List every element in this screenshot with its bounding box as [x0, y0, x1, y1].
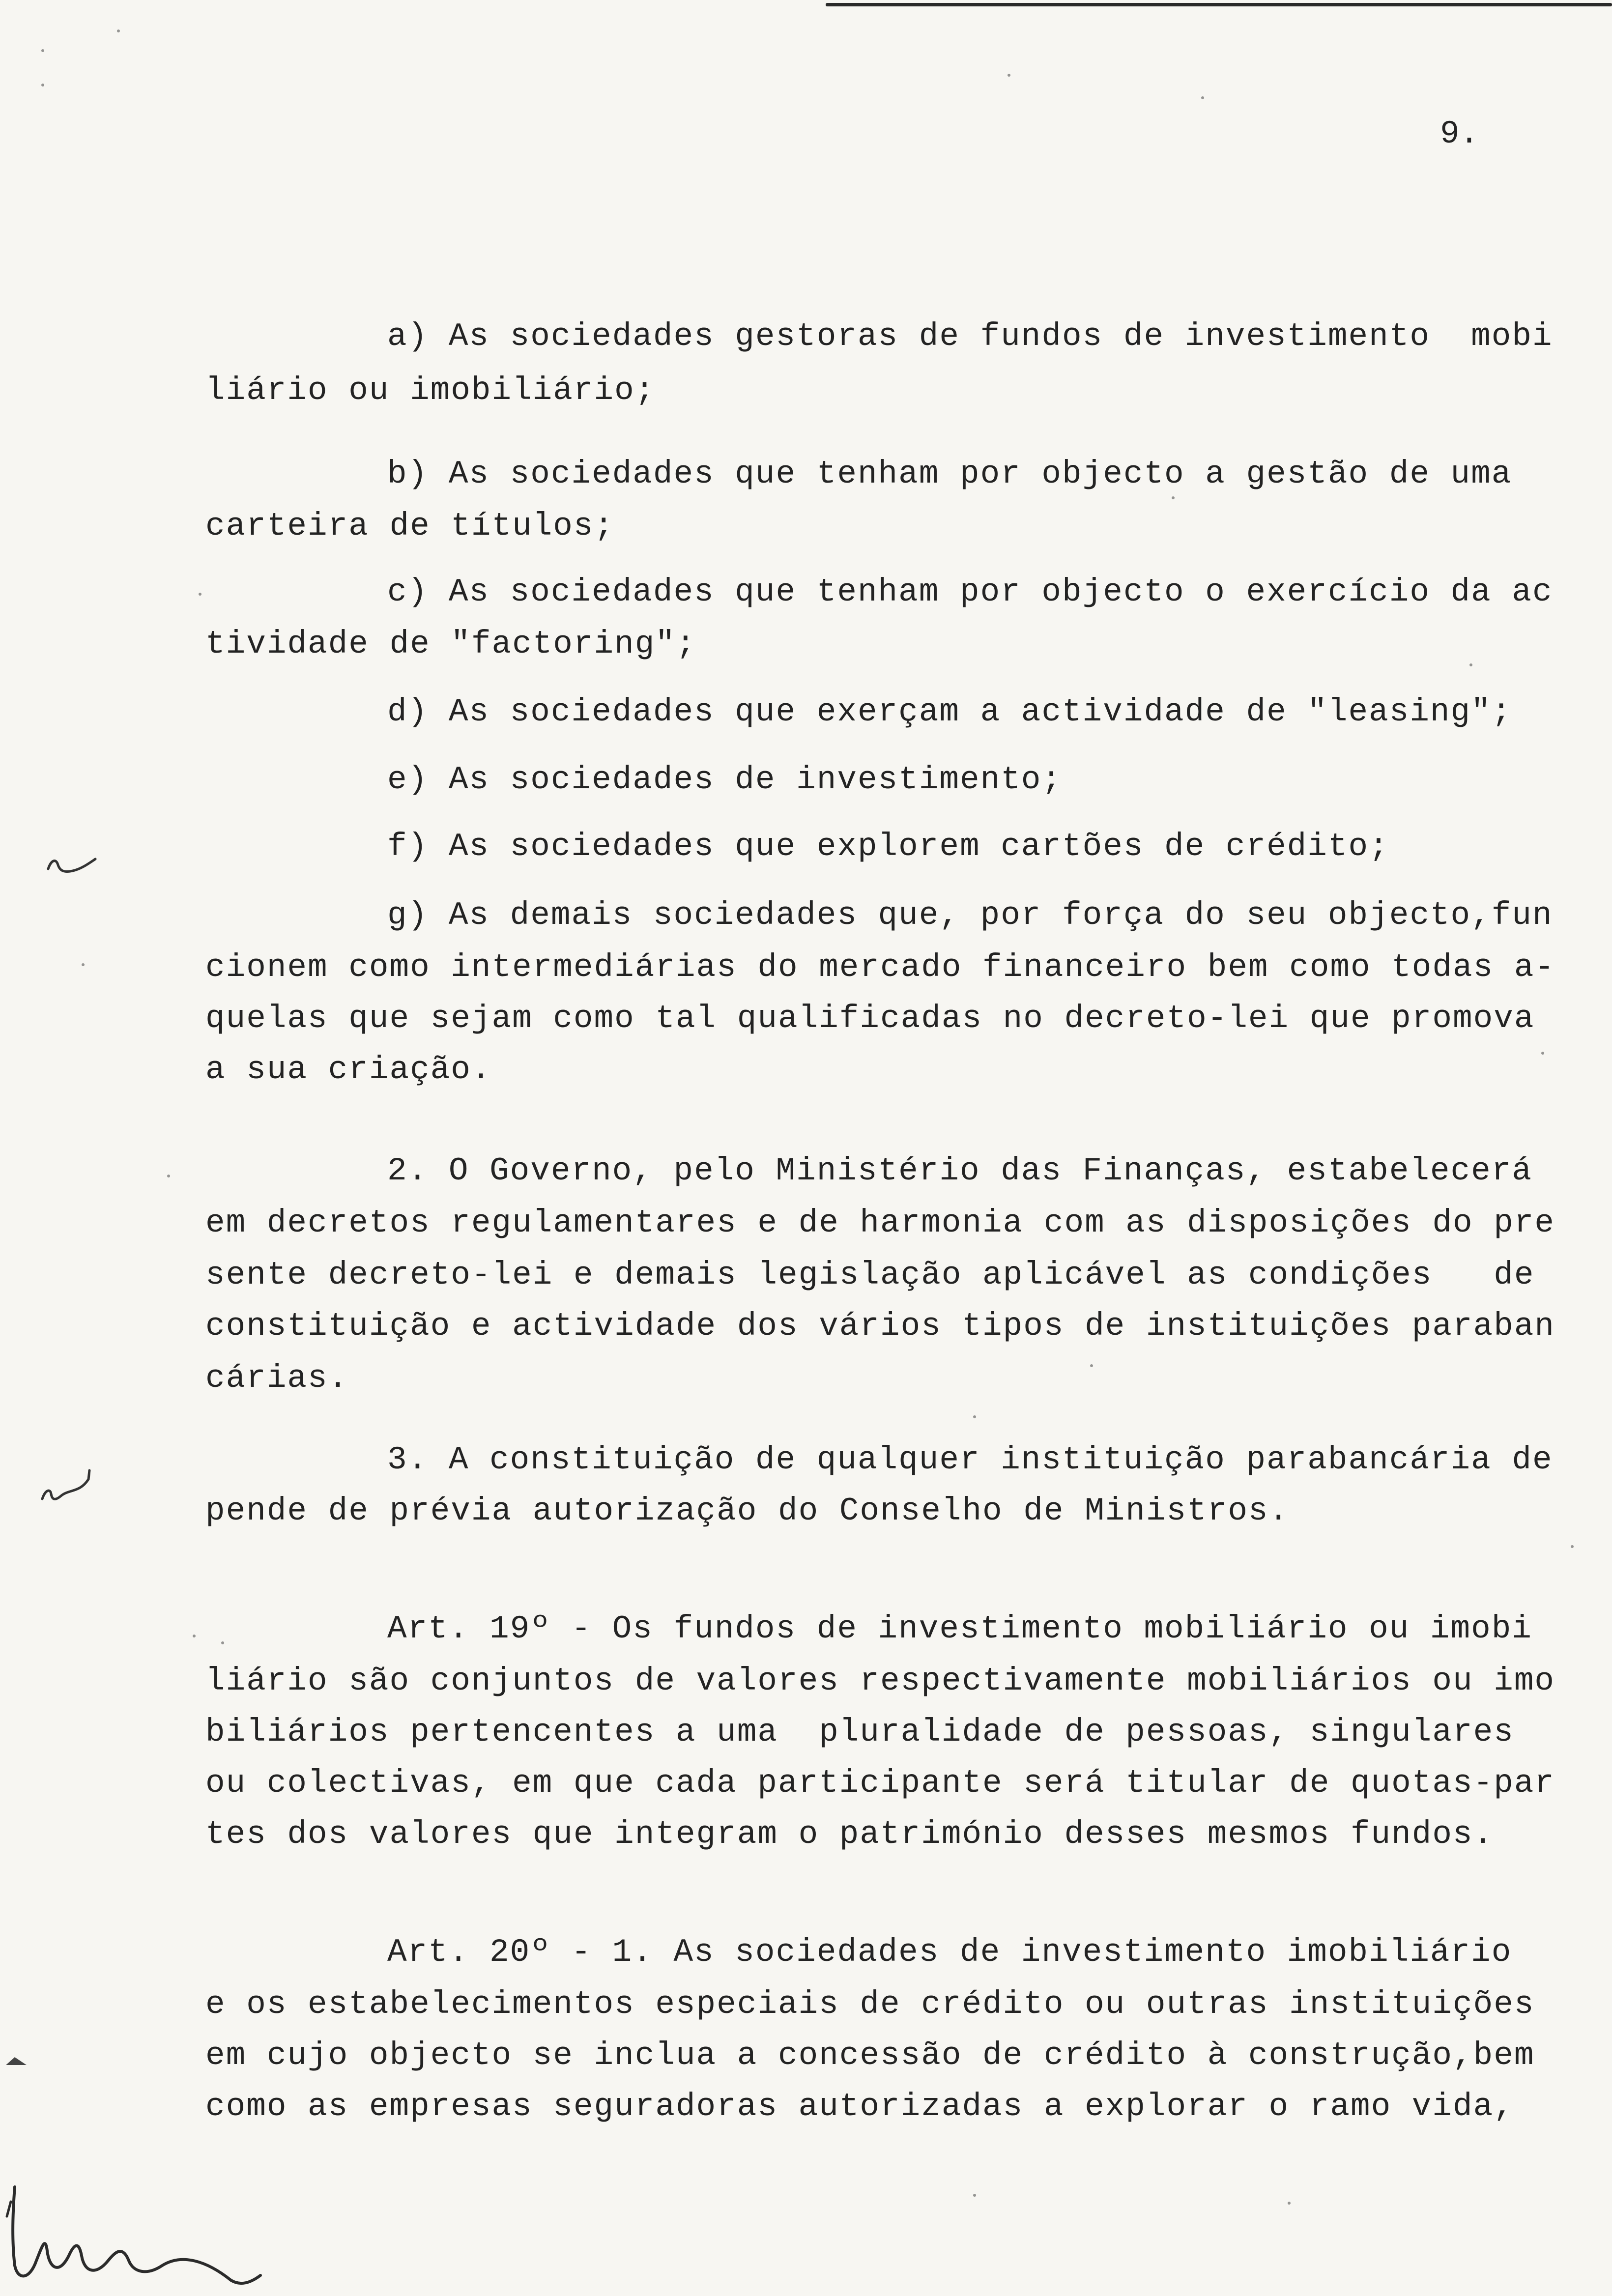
art20-line-1: Art. 20º - 1. As sociedades de investimento imobiliário	[387, 1934, 1512, 1971]
scan-speck	[1201, 96, 1204, 99]
para3-line-1: 3. A constituição de qualquer instituição parabancária de	[387, 1441, 1553, 1478]
item-a-line-2: liário ou imobiliário;	[205, 372, 656, 409]
item-c-line-2: tividade de "factoring";	[205, 626, 696, 662]
scan-speck	[199, 593, 202, 596]
para2-line-1: 2. O Governo, pelo Ministério das Finanças, estabelecerá	[387, 1152, 1532, 1189]
item-g-line-3: quelas que sejam como tal qualificadas no decreto-lei que promova	[205, 1000, 1535, 1037]
art19-line-2: liário são conjuntos de valores respectivamente mobiliários ou imo	[205, 1663, 1555, 1699]
item-g-line-4: a sua criação.	[205, 1051, 492, 1088]
scan-speck	[1288, 2202, 1291, 2205]
item-b-line-1: b) As sociedades que tenham por objecto a gestão de uma	[387, 456, 1512, 492]
item-g-line-1: g) As demais sociedades que, por força do seu objecto,fun	[387, 897, 1553, 934]
scan-speck	[1571, 1545, 1574, 1548]
scan-speck	[41, 49, 44, 52]
page-number: 9.	[1440, 115, 1479, 152]
scan-speck	[1008, 74, 1010, 77]
scan-speck	[1172, 496, 1175, 499]
art20-line-4: como as empresas seguradoras autorizadas a explorar o ramo vida,	[205, 2088, 1514, 2125]
para3-line-2: pende de prévia autorização do Conselho de Ministros.	[205, 1492, 1290, 1529]
art20-line-2: e os estabelecimentos especiais de crédito ou outras instituições	[205, 1986, 1535, 2023]
margin-arrow-mark	[4, 2054, 29, 2069]
scan-speck	[973, 2194, 976, 2197]
item-b-line-2: carteira de títulos;	[205, 508, 615, 545]
para2-line-4: constituição e actividade dos vários tipos de instituições paraban	[205, 1308, 1555, 1345]
scan-speck	[1469, 663, 1472, 666]
margin-check-mark-1	[44, 845, 98, 880]
art20-line-3: em cujo objecto se inclua a concessão de crédito à construção,bem	[205, 2037, 1535, 2074]
item-g-line-2: cionem como intermediárias do mercado financeiro bem como todas a-	[205, 949, 1555, 986]
para2-line-2: em decretos regulamentares e de harmonia com as disposições do pre	[205, 1205, 1555, 1241]
scan-speck	[167, 1175, 170, 1177]
top-edge-line	[826, 3, 1612, 6]
scan-speck	[973, 1415, 976, 1418]
scan-speck	[193, 1635, 196, 1637]
item-a-line-1: a) As sociedades gestoras de fundos de investimento mobi	[387, 318, 1553, 355]
scan-speck	[221, 1641, 224, 1644]
art19-line-3: biliários pertencentes a uma pluralidade de pessoas, singulares	[205, 1714, 1514, 1751]
art19-line-4: ou colectivas, em que cada participante será titular de quotas-par	[205, 1765, 1555, 1802]
art19-line-5: tes dos valores que integram o património desses mesmos fundos.	[205, 1816, 1494, 1853]
item-f-line-1: f) As sociedades que explorem cartões de crédito;	[387, 828, 1389, 865]
para2-line-3: sente decreto-lei e demais legislação aplicável as condições de	[205, 1257, 1535, 1293]
item-d-line-1: d) As sociedades que exerçam a actividade de "leasing";	[387, 693, 1512, 730]
scan-speck	[117, 29, 120, 32]
scan-speck	[82, 963, 85, 966]
scan-speck	[41, 84, 44, 86]
para2-line-5: cárias.	[205, 1360, 349, 1397]
item-e-line-1: e) As sociedades de investimento;	[387, 761, 1063, 798]
margin-check-mark-2	[39, 1464, 93, 1509]
art19-line-1: Art. 19º - Os fundos de investimento mobiliário ou imobi	[387, 1610, 1532, 1647]
item-c-line-1: c) As sociedades que tenham por objecto o exercício da ac	[387, 574, 1553, 610]
scan-speck	[1541, 1052, 1544, 1055]
scan-speck	[1090, 1364, 1093, 1367]
signature-initials	[0, 2182, 275, 2295]
